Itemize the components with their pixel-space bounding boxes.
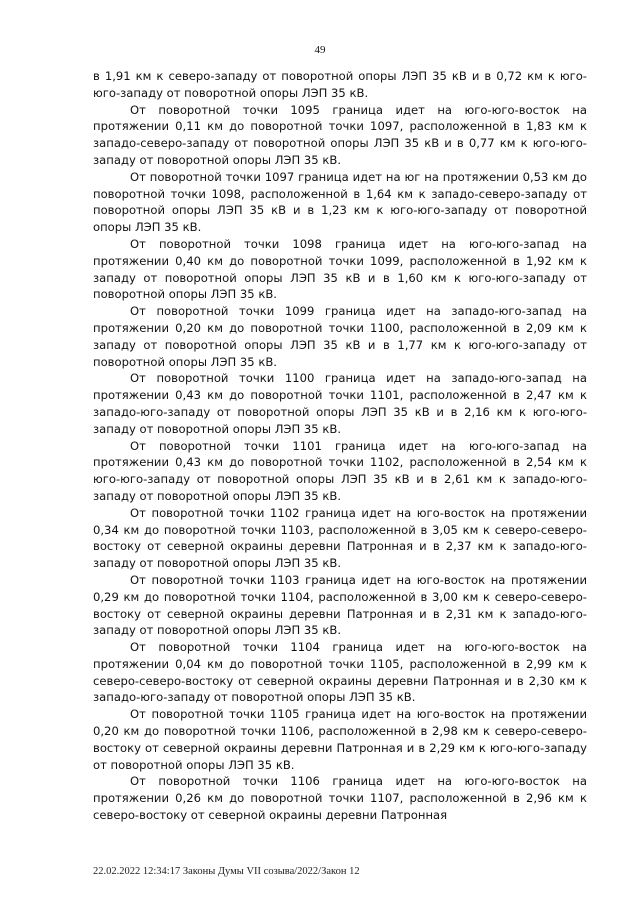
paragraph: От поворотной точки 1097 граница идет на юг на протяжении 0,53 км до поворотной точки 1098, расположенной в 1,64 км к западо-северо-западу от поворотной опоры ЛЭП 35 кВ и в 1,23 км к юго-юго-западу от поворотной опоры ЛЭП 35 кВ.: [93, 169, 587, 235]
page-number: 49: [314, 44, 326, 56]
paragraph: От поворотной точки 1095 граница идет на юго-юго-восток на протяжении 0,11 км до поворотной точки 1097, расположенной в 1,83 км к западо-северо-западу от поворотной опоры ЛЭП 35 кВ и в 0,77 км к юго-юго-западу от поворотной опоры ЛЭП 35 кВ.: [93, 102, 587, 167]
paragraph: От поворотной точки 1105 граница идет на юго-восток на протяжении 0,20 км до поворотной точки 1106, расположенной в 2,98 км к северо-северо-востоку от северной окраины деревни Патронная и в 2,29 км к юго-юго-западу от поворотной опоры ЛЭП 35 кВ.: [93, 707, 587, 772]
document-body: [93, 68, 587, 824]
document-footer: 22.02.2022 12:34:17 Законы Думы VII созыва/2022/Закон 12: [93, 866, 360, 877]
paragraph: От поворотной точки 1098 граница идет на юго-юго-запад на протяжении 0,40 км до поворотной точки 1099, расположенной в 1,92 км к западу от поворотной опоры ЛЭП 35 кВ и в 1,60 км к юго-юго-западу от поворотной опоры ЛЭП 35 кВ.: [93, 236, 587, 302]
paragraph: От поворотной точки 1104 граница идет на юго-юго-восток на протяжении 0,04 км до поворотной точки 1105, расположенной в 2,99 км к северо-северо-востоку от северной окраины деревни Патронная и в 2,30 км к западо-юго-западу от поворотной опоры ЛЭП 35 кВ.: [93, 640, 587, 705]
paragraph: в 1,91 км к северо-западу от поворотной опоры ЛЭП 35 кВ и в 0,72 км к юго-юго-западу от поворотной опоры ЛЭП 35 кВ.: [93, 69, 587, 100]
paragraph: От поворотной точки 1102 граница идет на юго-восток на протяжении 0,34 км до поворотной точки 1103, расположенной в 3,05 км к северо-северо-востоку от северной окраины деревни Патронная и в 2,37 км к западо-юго-западу от поворотной опоры ЛЭП 35 кВ.: [93, 505, 587, 571]
paragraph: От поворотной точки 1106 граница идет на юго-юго-восток на протяжении 0,26 км до поворотной точки 1107, расположенной в 2,96 км к северо-востоку от северной окраины деревни Патронная: [93, 774, 587, 823]
paragraph: От поворотной точки 1101 граница идет на юго-юго-запад на протяжении 0,43 км до поворотной точки 1102, расположенной в 2,54 км к юго-юго-западу от поворотной опоры ЛЭП 35 кВ и в 2,61 км к западо-юго-западу от поворотной опоры ЛЭП 35 кВ.: [93, 438, 587, 503]
paragraph: От поворотной точки 1099 граница идет на западо-юго-запад на протяжении 0,20 км до поворотной точки 1100, расположенной в 2,09 км к западу от поворотной опоры ЛЭП 35 кВ и в 1,77 км к юго-юго-западу от поворотной опоры ЛЭП 35 кВ.: [93, 304, 587, 369]
paragraph: От поворотной точки 1100 граница идет на западо-юго-запад на протяжении 0,43 км до поворотной точки 1101, расположенной в 2,47 км к западо-юго-западу от поворотной опоры ЛЭП 35 кВ и в 2,16 км к юго-юго-западу от поворотной опоры ЛЭП 35 кВ.: [93, 371, 587, 436]
paragraph: От поворотной точки 1103 граница идет на юго-восток на протяжении 0,29 км до поворотной точки 1104, расположенной в 3,00 км к северо-северо-востоку от северной окраины деревни Патронная и в 2,31 км к западо-юго-западу от поворотной опоры ЛЭП 35 кВ.: [93, 572, 587, 638]
